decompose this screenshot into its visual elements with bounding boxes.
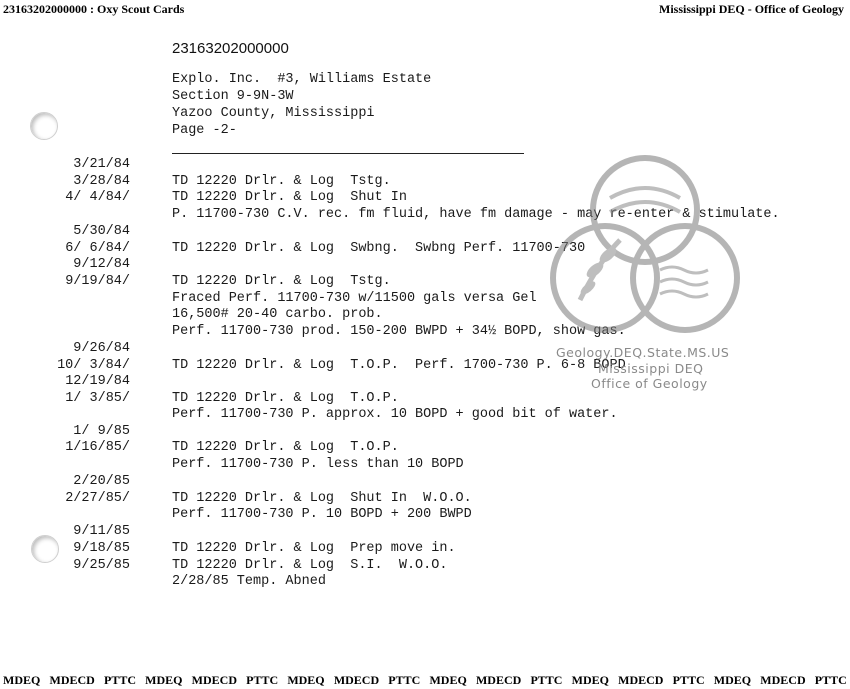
log-entry: TD 12220 Drlr. & Log S.I. W.O.O. <box>172 558 448 573</box>
date-entry: 9/19/84/ <box>65 274 130 289</box>
log-entry: TD 12220 Drlr. & Log T.O.P. Perf. 1700-730 P. 6-8 BOPD <box>172 358 626 373</box>
footer-label: MDEQ <box>3 673 41 687</box>
log-entry: Perf. 11700-730 P. 10 BOPD + 200 BWPD <box>172 507 472 522</box>
footer-label: MDEQ <box>429 673 467 687</box>
footer-bar <box>0 673 850 688</box>
date-entry: 10/ 3/84/ <box>57 358 130 373</box>
date-entry: 2/20/85 <box>73 474 130 489</box>
document-title: 23163202000000 : Oxy Scout Cards <box>3 2 185 16</box>
card-id: 23163202000000 <box>172 40 289 57</box>
footer-label: MDECD <box>618 673 664 687</box>
date-entry: 9/26/84 <box>73 341 130 356</box>
log-entry: TD 12220 Drlr. & Log T.O.P. <box>172 440 399 455</box>
log-entry: 16,500# 20-40 carbo. prob. <box>172 307 383 322</box>
date-entry: 5/30/84 <box>73 224 130 239</box>
header-divider <box>172 153 524 154</box>
watermark-office: Office of Geology <box>591 376 708 391</box>
watermark-agency: Mississippi DEQ <box>598 361 704 376</box>
footer-label: MDEQ <box>571 673 609 687</box>
date-entry: 1/ 3/85/ <box>65 391 130 406</box>
footer-label: MDECD <box>49 673 95 687</box>
footer-label: MDECD <box>191 673 237 687</box>
date-entry: 6/ 6/84/ <box>65 241 130 256</box>
log-entry: 2/28/85 Temp. Abned <box>172 574 326 589</box>
log-entry: TD 12220 Drlr. & Log Shut In W.O.O. <box>172 491 472 506</box>
footer-label: PTTC <box>814 673 847 687</box>
punch-hole-top <box>30 112 58 140</box>
date-entry: 1/16/85/ <box>65 440 130 455</box>
date-entry: 9/18/85 <box>73 541 130 556</box>
log-entry: Perf. 11700-730 P. approx. 10 BOPD + good bit of water. <box>172 407 618 422</box>
log-entry: TD 12220 Drlr. & Log T.O.P. <box>172 391 399 406</box>
log-entry: Fraced Perf. 11700-730 w/11500 gals versa Gel <box>172 291 537 306</box>
footer-label: MDEQ <box>145 673 183 687</box>
log-entry: Perf. 11700-730 P. less than 10 BOPD <box>172 457 464 472</box>
date-entry: 9/12/84 <box>73 257 130 272</box>
log-entry: TD 12220 Drlr. & Log Swbng. Swbng Perf. 11700-730 <box>172 241 586 256</box>
footer-label: MDECD <box>333 673 380 687</box>
footer-label: PTTC <box>246 673 279 687</box>
agency-title: Mississippi DEQ - Office of Geology <box>659 2 844 16</box>
log-entry: TD 12220 Drlr. & Log Tstg. <box>172 174 391 189</box>
footer-label: PTTC <box>530 673 563 687</box>
footer-label: MDECD <box>760 673 806 687</box>
footer-label: PTTC <box>672 673 705 687</box>
date-entry: 3/28/84 <box>73 174 130 189</box>
log-entry: Perf. 11700-730 prod. 150-200 BWPD + 34½ BOPD, show gas. <box>172 324 626 339</box>
footer-label: PTTC <box>103 673 136 687</box>
date-entry: 12/19/84 <box>65 374 130 389</box>
footer-label: MDECD <box>475 673 522 687</box>
date-entry: 4/ 4/84/ <box>65 190 130 205</box>
operator-line: Explo. Inc. #3, Williams Estate <box>172 72 432 87</box>
section-line: Section 9-9N-3W <box>172 89 294 104</box>
page-line: Page -2- <box>172 123 237 138</box>
date-entry: 3/21/84 <box>73 157 130 172</box>
log-entry: TD 12220 Drlr. & Log Shut In <box>172 190 407 205</box>
date-entry: 1/ 9/85 <box>73 424 130 439</box>
footer-label: MDEQ <box>713 673 752 687</box>
footer-label: MDEQ <box>287 673 325 687</box>
date-entry: 2/27/85/ <box>65 491 130 506</box>
footer-label: PTTC <box>388 673 421 687</box>
log-entry: P. 11700-730 C.V. rec. fm fluid, have fm damage - may re-enter & stimulate. <box>172 207 780 222</box>
county-line: Yazoo County, Mississippi <box>172 106 375 121</box>
log-entry: TD 12220 Drlr. & Log Prep move in. <box>172 541 456 556</box>
date-entry: 9/25/85 <box>73 558 130 573</box>
date-entry: 9/11/85 <box>73 524 130 539</box>
log-entry: TD 12220 Drlr. & Log Tstg. <box>172 274 391 289</box>
watermark-url: Geology.DEQ.State.MS.US <box>556 345 730 360</box>
